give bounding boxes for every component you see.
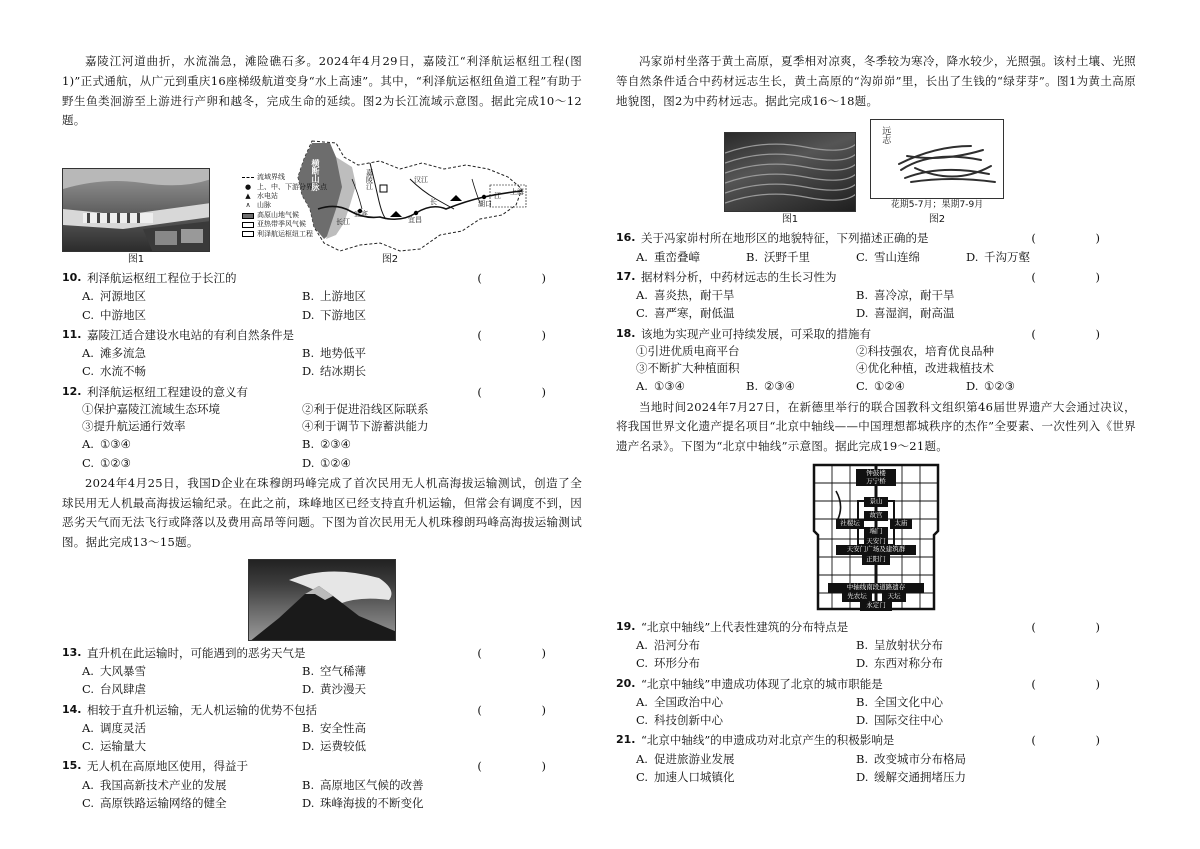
option-a: A. 沿河分布 [636, 638, 700, 653]
axis-label-xiannong: 先农坛 [842, 592, 872, 602]
question-17: 17. 据材料分析，中药材远志的生长习性为 ( ) A. 喜炎热，耐干旱 B. 喜冷凉，耐干旱 C. 喜严寒，耐低温 D. 喜湿润，耐高温 [616, 269, 1136, 323]
option-a: A. 滩多流急 [82, 346, 146, 361]
question-stem: 直升机在此运输时，可能遇到的恶劣天气是 [87, 645, 306, 660]
option-a: A. 喜炎热，耐干旱 [636, 288, 735, 303]
options [62, 288, 582, 324]
figure-1-caption: 图1 [127, 254, 145, 266]
option-b: B. ②③④ [746, 379, 795, 394]
option-d: D. ①②④ [302, 455, 351, 470]
axis-label-sheji: 社稷坛 [836, 519, 864, 529]
statement: ②科技强农，培育优良品种 [856, 343, 994, 358]
question-14: 14. 相较于直升机运输，无人机运输的优势不包括 ( ) A. 调度灵活 B. 安全性高 C. 运输量大 D. 运费较低 [62, 702, 582, 756]
figure-2 [240, 139, 540, 267]
option-c: C. 中游地区 [82, 307, 146, 322]
question-stem: “北京中轴线”申遗成功体现了北京的城市职能是 [641, 676, 883, 691]
option-b: B. 全国文化中心 [856, 694, 943, 709]
axis-label-duanmen: 端门 [864, 527, 888, 537]
option-d: D. 结冰期长 [302, 364, 366, 379]
options [62, 345, 582, 381]
passage-beijing-axis: 当地时间2024年7月27日，在新德里举行的联合国教科文组织第46届世界遗产大会通过决议，将我国世界文化遗产提名项目“北京中轴线——中国理想都城秩序的杰作”全要素、一次性列入《世界遗产名录》。下图为“北京中轴线”示意图。据此完成19～21题。 [616, 399, 1136, 454]
option-c: C. 环形分布 [636, 656, 700, 671]
legend-item: 流域界线 [242, 173, 327, 182]
question-stem: 无人机在高原地区使用，得益于 [87, 759, 248, 774]
question-stem: “北京中轴线”的申遗成功对北京产生的积极影响是 [641, 733, 895, 748]
passage-loess: 冯家峁村坐落于黄土高原，夏季相对凉爽，冬季较为寒冷，降水较少，光照强。该村土壤、光照等自然条件适合中药材远志生长，黄土高原的“沟峁峁”里，长出了生钱的“绿芽芽”。图1为黄土高原地貌图，图2为中药材远志。据此完成16～18题。 [616, 54, 1136, 108]
option-d: D. 下游地区 [302, 307, 366, 322]
legend-item: 高原山地气候 [242, 211, 327, 220]
option-c: C. 水流不畅 [82, 364, 146, 379]
statements [616, 343, 1136, 378]
dam-illustration [63, 169, 210, 252]
terrace-illustration [725, 133, 856, 212]
option-b: B. 地势低平 [302, 346, 366, 361]
option-d: D. 运费较低 [302, 739, 366, 754]
question-18: 18. 该地为实现产业可持续发展，可采取的措施有 ( ) ①引进优质电商平台 ②科技强农，培育优良品种 ③不断扩大种植面积 ④优化种植，改进栽植技术 A. ①③④ B. ②③④ C. ①②④ D. ①②③ [616, 326, 1136, 396]
question-stem: 利泽航运枢纽工程位于长江的 [87, 271, 237, 286]
question-stem: 关于冯家峁村所在地形区的地貌特征，下列描述正确的是 [641, 231, 929, 246]
answer-blank: ( ) [1031, 676, 1128, 691]
figure-2-caption: 图2 [381, 254, 399, 266]
figure-1 [62, 168, 210, 267]
figures-loess [616, 115, 1136, 227]
map-label-place: 宜宾 [354, 210, 368, 219]
dam-photo [62, 168, 210, 252]
figure-beijing-axis [616, 461, 1136, 613]
left-column [62, 52, 582, 812]
map-label-place: 上海 [510, 188, 524, 197]
statement: ④利于调节下游蓄洪能力 [302, 419, 429, 434]
herb-label: 远志 [880, 125, 891, 144]
option-c: C. 运输量大 [82, 739, 146, 754]
figure-2 [870, 119, 1004, 228]
question-stem: “北京中轴线”上代表性建筑的分布特点是 [641, 619, 849, 634]
option-d: D. ①②③ [966, 379, 1015, 394]
map-label-hengduan: 横断山脉 [311, 159, 321, 192]
option-a: A. 全国政治中心 [636, 694, 723, 709]
options [616, 637, 1136, 673]
option-a: A. 我国高新技术产业的发展 [82, 777, 227, 792]
statement: ①保护嘉陵江流域生态环境 [82, 401, 220, 416]
figures-jialing [62, 137, 582, 267]
statement: ②利于促进沿线区际联系 [302, 401, 429, 416]
option-d: D. 珠峰海拔的不断变化 [302, 795, 424, 810]
statements [62, 401, 582, 436]
answer-blank: ( ) [1031, 231, 1128, 246]
everest-photo [248, 559, 396, 641]
map-label-place: 宜昌 [408, 216, 422, 225]
legend-item: 亚热带季风气候 [242, 220, 327, 229]
axis-label-square: 天安门广场及建筑群 [836, 545, 916, 555]
statement: ③不断扩大种植面积 [636, 361, 740, 376]
option-b: B. 高原地区气候的改善 [302, 777, 424, 792]
question-19: 19. “北京中轴线”上代表性建筑的分布特点是 ( ) A. 沿河分布 B. 呈放射状分布 C. 环形分布 D. 东西对称分布 [616, 619, 1136, 673]
options [62, 436, 582, 472]
question-21: 21. “北京中轴线”的申遗成功对北京产生的积极影响是 ( ) A. 促进旅游业发展 B. 改变城市分布格局 C. 加速人口城镇化 D. 缓解交通拥堵压力 [616, 732, 1136, 786]
question-stem: 据材料分析，中药材远志的生长习性为 [641, 269, 837, 284]
answer-blank: ( ) [477, 271, 574, 286]
option-c: C. 加速人口城镇化 [636, 769, 735, 784]
options [616, 378, 1136, 395]
option-b: B. 呈放射状分布 [856, 638, 943, 653]
answer-blank: ( ) [1031, 733, 1128, 748]
option-c: C. 高原铁路运输网络的健全 [82, 795, 227, 810]
map-label-place: 长 [430, 198, 437, 207]
axis-label-gugong: 故宫 [864, 511, 888, 521]
option-d: D. 东西对称分布 [856, 656, 943, 671]
legend-item: 利泽航运枢纽工程 [242, 230, 327, 239]
option-c: C. 科技创新中心 [636, 713, 723, 728]
options [616, 287, 1136, 323]
option-a: A. 河源地区 [82, 289, 146, 304]
option-a: A. 促进旅游业发展 [636, 751, 735, 766]
map-label-river: 嘉陵江 [365, 169, 374, 191]
options [62, 663, 582, 699]
map-label-place: 湖口 [478, 200, 492, 209]
axis-label-south-road: 中轴线南段道路遗存 [828, 583, 924, 593]
option-c: C. 喜严寒，耐低温 [636, 306, 735, 321]
legend-item: ● 上、中、下游分界地点 [244, 182, 327, 191]
option-d: D. 喜湿润，耐高温 [856, 306, 955, 321]
answer-blank: ( ) [477, 702, 574, 717]
question-stem: 利泽航运枢纽工程建设的意义有 [87, 384, 248, 399]
option-a: A. 重峦叠嶂 [636, 249, 700, 264]
option-b: B. 改变城市分布格局 [856, 751, 966, 766]
passage-jialing: 嘉陵江河道曲折，水流湍急，滩险礁石多。2024年4月29日，嘉陵江“利泽航运枢纽工程(图1)”正式通航，从广元到重庆16座梯级航道变身“水上高速”。其中，“利泽航运枢纽鱼道工程”有助于野生鱼类洄游至上游进行产卵和越冬，完成生命的延续。图2为长江流域示意图。据此完成10～12题。 [62, 54, 582, 128]
map-label-river: 长江 [336, 218, 350, 227]
question-stem: 嘉陵江适合建设水电站的有利自然条件是 [87, 327, 294, 342]
legend-item: ∧ 山脉 [245, 201, 271, 210]
legend-item: ▲ 水电站 [245, 191, 278, 200]
passage-drone: 2024年4月25日，我国D企业在珠穆朗玛峰完成了首次民用无人机高海拔运输测试，创造了全球民用无人机最高海拔运输纪录。在此之前，珠峰地区已经支持直升机运输，但常会有调度不到，因恶劣天气而无法飞行或降落以及费用高昂等问题。下图为首次民用无人机珠穆朗玛峰高海拔运输测试图。据此完成13～15题。 [62, 475, 582, 550]
answer-blank: ( ) [1031, 619, 1128, 634]
statement: ③提升航运通行效率 [82, 419, 186, 434]
option-c: C. ①②④ [856, 379, 905, 394]
answer-blank: ( ) [477, 645, 574, 660]
axis-label-tiananmen: 天安门 [864, 537, 888, 547]
axis-label-zhengyang: 正阳门 [862, 555, 890, 565]
answer-blank: ( ) [477, 327, 574, 342]
statement: ①引进优质电商平台 [636, 343, 740, 358]
beijing-axis-map [806, 461, 946, 613]
option-d: D. 黄沙漫天 [302, 682, 366, 697]
option-b: B. 安全性高 [302, 720, 366, 735]
question-13: 13. 直升机在此运输时，可能遇到的恶劣天气是 ( ) A. 大风暴雪 B. 空气稀薄 C. 台风肆虐 D. 黄沙漫天 [62, 645, 582, 699]
option-b: B. 上游地区 [302, 289, 366, 304]
figure-drone [62, 559, 582, 641]
options [616, 751, 1136, 787]
axis-label-jingshan: 景山 [864, 497, 888, 507]
question-20: 20. “北京中轴线”申遗成功体现了北京的城市职能是 ( ) A. 全国政治中心 B. 全国文化中心 C. 科技创新中心 D. 国际交往中心 [616, 676, 1136, 730]
option-c: C. ①②③ [82, 455, 131, 470]
question-15: 15. 无人机在高原地区使用，得益于 ( ) A. 我国高新技术产业的发展 B. 高原地区气候的改善 C. 高原铁路运输网络的健全 D. 珠峰海拔的不断变化 [62, 758, 582, 812]
option-b: B. 沃野千里 [746, 249, 810, 264]
option-c: C. 台风肆虐 [82, 682, 146, 697]
everest-illustration [249, 560, 396, 641]
loess-terrace-photo [724, 132, 856, 212]
option-a: A. 调度灵活 [82, 720, 146, 735]
answer-blank: ( ) [477, 384, 574, 399]
answer-blank: ( ) [1031, 269, 1128, 284]
answer-blank: ( ) [477, 759, 574, 774]
map-label-place: 江 [494, 192, 501, 201]
option-c: C. 雪山连绵 [856, 249, 920, 264]
answer-blank: ( ) [1031, 326, 1128, 341]
question-11: 11. 嘉陵江适合建设水电站的有利自然条件是 ( ) A. 滩多流急 B. 地势低平 C. 水流不畅 D. 结冰期长 [62, 327, 582, 381]
options [616, 694, 1136, 730]
map-label-river: 汉江 [414, 176, 428, 185]
question-stem: 该地为实现产业可持续发展，可采取的措施有 [641, 326, 871, 341]
options [62, 777, 582, 813]
axis-label-yongding: 永定门 [860, 601, 892, 611]
option-b: B. ②③④ [302, 437, 351, 452]
statement: ④优化种植，改进栽植技术 [856, 361, 994, 376]
option-b: B. 喜冷凉，耐干旱 [856, 288, 955, 303]
herb-note: 花期5-7月；果期7-9月 [890, 199, 984, 210]
options [616, 249, 1136, 266]
option-d: D. 缓解交通拥堵压力 [856, 769, 966, 784]
option-d: D. 国际交往中心 [856, 713, 943, 728]
right-column [616, 52, 1136, 786]
question-10: 10. 利泽航运枢纽工程位于长江的 ( ) A. 河源地区 B. 上游地区 C. 中游地区 D. 下游地区 [62, 270, 582, 324]
option-d: D. 千沟万壑 [966, 249, 1030, 264]
figure-1 [724, 132, 856, 227]
axis-label-tiantan: 天坛 [882, 592, 906, 602]
option-a: A. 大风暴雪 [82, 664, 146, 679]
question-16: 16. 关于冯家峁村所在地形区的地貌特征，下列描述正确的是 ( ) A. 重峦叠嶂 B. 沃野千里 C. 雪山连绵 D. 千沟万壑 [616, 230, 1136, 266]
option-a: A. ①③④ [82, 437, 131, 452]
options [62, 720, 582, 756]
option-b: B. 空气稀薄 [302, 664, 366, 679]
option-a: A. ①③④ [636, 379, 685, 394]
axis-label-taimiao: 太庙 [890, 519, 912, 529]
herb-photo [870, 119, 1004, 199]
figure-1-caption: 图1 [781, 214, 799, 226]
figure-2-caption: 图2 [928, 214, 946, 226]
question-12: 12. 利泽航运枢纽工程建设的意义有 ( ) ①保护嘉陵江流域生态环境 ②利于促进沿线区际联系 ③提升航运通行效率 ④利于调节下游蓄洪能力 A. ①③④ B. ②③④ C. ①②③ D. ①②④ [62, 384, 582, 472]
axis-label-bell-drum: 钟鼓楼 万宁桥 [856, 469, 896, 486]
question-stem: 相较于直升机运输，无人机运输的优势不包括 [87, 702, 317, 717]
